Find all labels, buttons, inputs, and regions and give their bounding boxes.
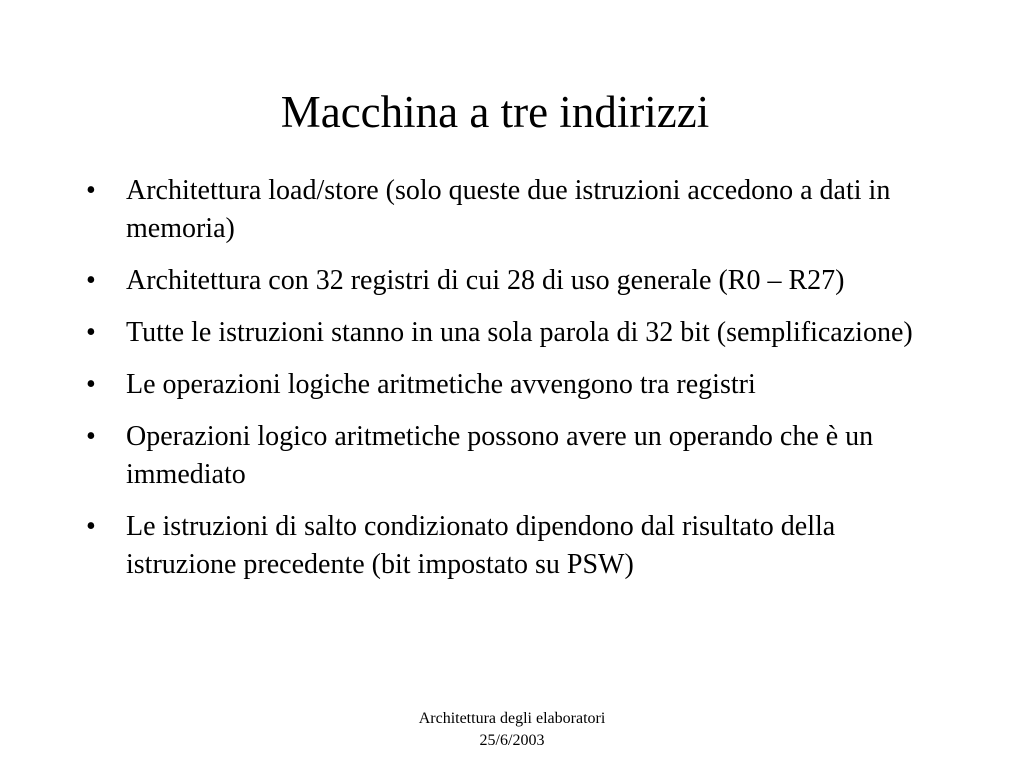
bullet-text: Le operazioni logiche aritmetiche avvengono tra registri xyxy=(126,369,756,400)
bullet-text: Architettura con 32 registri di cui 28 di uso generale (R0 – R27) xyxy=(126,265,845,296)
slide-footer xyxy=(0,708,1024,752)
bullet-icon: • xyxy=(86,175,96,206)
bullet-item xyxy=(86,314,946,352)
bullet-icon: • xyxy=(86,421,96,452)
bullet-item xyxy=(86,262,946,300)
bullet-icon: • xyxy=(86,265,96,296)
slide-title: Macchina a tre indirizzi xyxy=(280,87,710,137)
bullet-item xyxy=(86,418,946,494)
bullet-icon: • xyxy=(86,317,96,348)
footer-date: 25/6/2003 xyxy=(479,732,545,749)
bullet-list xyxy=(86,172,946,598)
bullet-text: Architettura load/store (solo queste due istruzioni accedono a dati in memoria) xyxy=(126,175,891,244)
bullet-item xyxy=(86,366,946,404)
bullet-item xyxy=(86,172,946,248)
footer-course-title: Architettura degli elaboratori xyxy=(418,710,606,727)
bullet-item xyxy=(86,508,946,584)
bullet-icon: • xyxy=(86,369,96,400)
bullet-text: Le istruzioni di salto condizionato dipendono dal risultato della istruzione precedente (bit impostato su PSW) xyxy=(126,511,836,580)
bullet-text: Operazioni logico aritmetiche possono avere un operando che è un immediato xyxy=(126,421,874,490)
bullet-icon: • xyxy=(86,511,96,542)
bullet-text: Tutte le istruzioni stanno in una sola parola di 32 bit (semplificazione) xyxy=(126,317,913,348)
